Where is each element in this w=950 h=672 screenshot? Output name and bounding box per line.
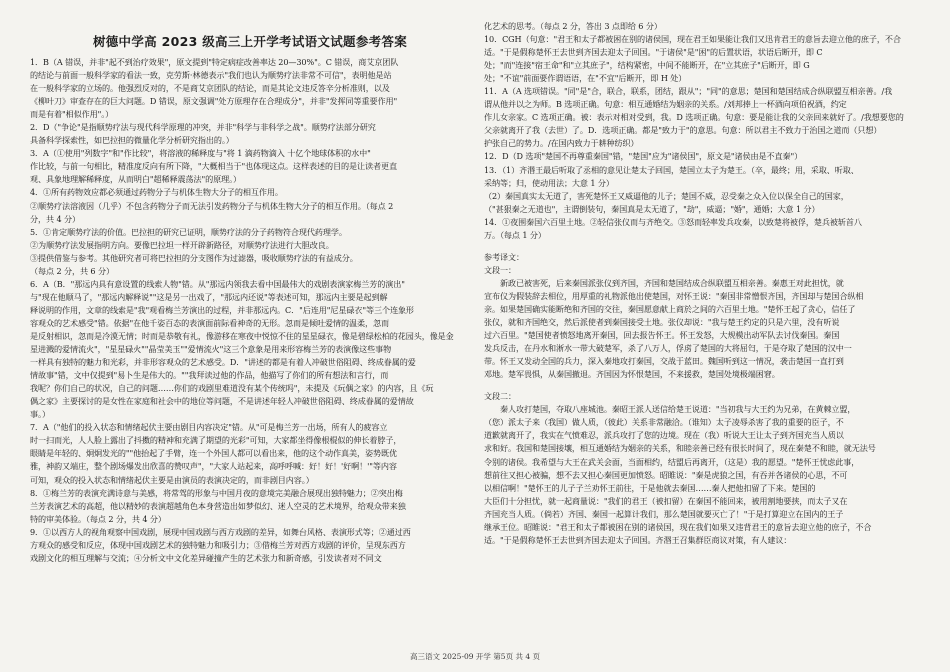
- text-line: 谓从他并以之为师。B 选项正确。句意：相互通婚结为姻亲的关系。/刘邦捧上一杯酒向项伯祝酒，约定: [484, 99, 847, 110]
- text-line: 亲。如果楚国确实能断绝和齐国的交往，秦国愿意献上商於之间的六百里土地。"楚怀王起了贪心，信任了: [484, 303, 856, 314]
- text-line: 星进溅的爱情流火"，"星星碌火""晶莹美玉""爱情流火"这三个意象是用来形容梅兰芳的表演像这些事物: [30, 344, 392, 355]
- text-line: 具备科学探索性，如巴拉担的微量化学分析研究指出的。）: [30, 135, 234, 146]
- text-line: （2）秦国真实太无道了，害死楚怀王又威逼他的儿子；楚国不威，忍受秦之众入位以保全自己的国家，: [484, 190, 849, 201]
- text-line: 道歉就离开了，我实在气愤难忍，派兵攻打了您的边境。现在（我）听说大王让太子到齐国充当人质以: [484, 430, 844, 441]
- text-line: 参考译文：: [484, 251, 524, 262]
- text-line: 的结论与前面一般科学家的看法一致，克劳斯·林德表示"我们也认为顺势疗法非常不可信"，表明他是站: [30, 70, 392, 81]
- text-line: 6．A（B．"那远内具有意设置的线索人物"错。从"那远内领我去看中国最伟大的戏剧表演家梅兰芳的演出": [30, 278, 405, 289]
- text-line: 偶之家》主要探讨的是女性在家庭和社会中的地位等问题，不是讲述年轻人冲破世俗阻碍、终成眷属的爱情故: [30, 396, 414, 407]
- text-line: （"甚狠秦之无道也"，主谓倒装句，秦国真是太无道了，"劫"，威逼；"婚"，通婚；大意 1 分）: [484, 203, 820, 214]
- text-line: 宣布仪为假装辞去相位，用厚重的礼物派他出使楚国，对怀王说："秦国非常憎恨齐国，齐国却与楚国合纵相: [484, 290, 864, 301]
- text-line: ②为顺势疗法发展指明方向。要像巴拉坦一样开辟新路径，对顺势疗法进行大胆改良。: [30, 239, 334, 250]
- text-line: 3．A（①使用"列数字"和"作比较"，将溶液的稀释度与"将 1 滴药物滴入 十亿个地球体积的水中": [30, 148, 371, 159]
- text-line: 1．B（A 错误，并非"起不到治疗效果"，原文提到"特定病症改善率达 20—30%"。C 错误，商艾京团队: [30, 57, 399, 67]
- left-column: [30, 20, 470, 565]
- text-line: 大臣们十分担忧，就一起商量说："我们的君王（被扣留）在秦国不能回来，被用割地要挟，而太子又在: [484, 495, 848, 506]
- text-line: 过六百里。"楚国使者愤怒地离开秦国，回去报告怀王。怀王发怒，大规模出动军队去讨伐秦国。秦国: [484, 330, 840, 341]
- text-line: 作儿女亲家。C 选项正确。被：表示对相对受到，我。D 选项正确。句意：要是能让我的父亲回来就好了。/我想要您的: [484, 112, 904, 123]
- text-line: 发兵反击，在丹水和淅水一带大破楚军，杀了八万人，俘虏了楚国的大将屈匄，于是夺取了楚国的汉中一: [484, 343, 852, 354]
- text-line: 容观众的艺术感受"错。依据"在他千姿百态的表演面前际看神奇的无形。忽而是倾吐爱情的温柔，忽而: [30, 317, 389, 328]
- text-line: 邓地。楚军畏惧，从秦国撤退。齐国因为怀恨楚国，不来援救，楚国处境极端困窘。: [484, 369, 780, 380]
- page-title: 树德中学高 2023 级高三上开学考试语文试题参考答案: [92, 34, 408, 49]
- text-line: 带。怀王又发动全国的兵力，深入秦地攻打秦国，交战于蓝田。魏国听到这一情况，袭击楚国一直打到: [484, 356, 844, 367]
- text-line: 12．D（D 选项"楚国不再尊重秦国"错，"楚国"应为"诸侯国"，原文是"诸侯由是不直秦"）: [484, 151, 803, 162]
- text-line: 观、具象地理解稀释度，从而明白"超稀释震荡法"的原理。）: [30, 174, 242, 185]
- text-line: 情故事"错，文中仅提到"易卜生是伟大的。""我拜读过他的作品，他描写了你们的所有想法和言行，而: [30, 370, 389, 381]
- text-line: 在一般科学家的立场的。他强烈反对的，不是商艾京团队的结论，而是其论文违反答辛分析准则，以及: [30, 83, 390, 94]
- text-line: 万。（每点 1 分）: [484, 229, 546, 240]
- text-line: 可知，观众的投入状态和情绪起伏主要是由演员的表演决定的，而非剧目内容。）: [30, 474, 314, 485]
- text-line: 特的审美体验。（每点 2 分，共 4 分）: [30, 513, 166, 524]
- text-line: 处；"而"连接"宿王命"和"立其庶子"，结构紧密，中间不能断开，在"立其庶子"后断开，即 G: [484, 60, 810, 71]
- text-line: [484, 381, 924, 390]
- right-column: [484, 20, 924, 547]
- text-line: 处；"不谊"前面要作谓语语，在"不宜"后断开，即 H 处）: [484, 73, 687, 84]
- text-line: 9．①以西方人的视角观察中国戏剧，展现中国戏剧与西方戏剧的差异，如舞台风格、表演形式等；②通过西: [30, 526, 411, 537]
- text-line: 方观众的感受和反应，体现中国戏剧艺术的独特魅力和吸引力；③借梅兰芳对西方戏剧的评价，呈现东西方: [30, 539, 406, 550]
- text-line: （每点 2 分，共 6 分）: [30, 265, 114, 276]
- text-line: 采纳等；归，使动用法；大意 1 分）: [484, 177, 614, 188]
- text-line: 而是有着"相似作用"。）: [30, 109, 114, 120]
- text-line: 我呢？你们自己的状况，自己的问题……你们的戏剧里难道没有某个传统吗"，未提及《玩偶之家》的内容，且《玩: [30, 383, 434, 394]
- text-line: 一样具有独特的魅力和光彩，并非形容观众的艺术感受。D．"讲述的都是有着人冲破世俗阻碍、终成眷属的爱: [30, 357, 416, 368]
- text-line: 11．A（A 选项错误。"同"是"合，联合，联系，团结，跟从"；"同"的意思；楚国和楚国结成合纵联盟互相亲善。/我: [484, 86, 893, 97]
- text-line: 8．①梅兰芳的表演充满诗意与美感，将常驾的形象与中国月夜的意境完美融合展现出独特魅力；②突出梅: [30, 487, 403, 498]
- text-line: 7．A（"他们的投入状态和情绪起伏主要由剧目内容决定"错。从"可是梅兰芳一出场，所有人的疲容立: [30, 422, 388, 433]
- text-line: 释说明的作用，文章的线索是"我"观看梅兰芳演出的过程，并非那远内。C．"后连用"尼星碌衣"等三个连象形: [30, 304, 414, 315]
- text-line: 作比较，与前一句相比，精准度反向有所下降，"大概相当于"也体现这点。这样表述的目的是让读者更直: [30, 161, 397, 172]
- text-line: 新政已被害死，后来秦国派张仪到齐国，齐国和楚国结成合纵联盟互相亲善。秦惠王对此担忧，就: [484, 277, 844, 288]
- text-line: 是反射相识，忽而是冷漠无情；时而是恭敬有礼，像游移在寒夜中悦惊不住的星星碌衣，像是碧绿松柏的花园头，像是金: [30, 330, 454, 341]
- text-line: 眼睛是年轻的、炯炯发光的""他抬起了手臂，连一个外国人都可以看出来，他的这个动作真美，姿势既优: [30, 448, 397, 459]
- text-line: 适。"于是假称楚怀王去世到齐国去迎太子回国。"于诸侯"是"困"的后置状语，状语后断开，即 C: [484, 47, 823, 58]
- text-line: 分，共 4 分）: [30, 213, 80, 224]
- text-line: 张仪，就和齐国绝交，然后派使者到秦国接受土地。张仪却说："我与楚王约定的只是六里，没有听说: [484, 317, 840, 328]
- text-line: 5．①肯定顺势疗法的价值。巴拉担的研究已证明，顺势疗法的分子药物符合现代药理学。: [30, 226, 347, 237]
- text-line: ②顺势疗法溶液因（几乎）不包含药物分子而无法引发药物分子与机体生物大分子的相互作用。（每点 2: [30, 200, 394, 211]
- text-line: 13．（1）齐湣王最后听取了丞相的意见让楚太子回国，楚国立太子为楚王。（卒，最终；用，采取、听取、: [484, 164, 859, 175]
- text-line: 雅，神韵又端庄，整个剧场爆发出欣喜的赞叹声"，"大家人站起来，高呼呼喊：好！好！'好啊！'"等内容: [30, 461, 397, 472]
- text-line: 2．D（"争论"是指顺势疗法与现代科学原理的冲突，并非"科学与非科学之战"。顺势疗法部分研究: [30, 122, 376, 133]
- text-line: 10．CGH（句意："君王和太子都被困在别的诸侯国，现在君王如果能让我们又迅肯君王的意旨去迎立他的庶子，不合: [484, 34, 901, 45]
- text-line: 文段二：: [484, 391, 516, 402]
- text-line: 4．①所有药物效应都必须通过药物分子与机体生物大分子的相互作用。: [30, 187, 283, 198]
- text-line: 与"现在他顺马了，"那远内解释说""这是另一出戏了，"那远内还说"等表述可知，那远内主要是起到解: [30, 291, 388, 302]
- text-line: 戏剧文化的相互理解与交流；④分析文中文化差异碰撞产生的艺术张力和新奇感，引发读者对不同文: [30, 552, 382, 563]
- text-line: （您）派太子来（我国）做人质，（彼此）关系非常融洽。（谁知）太子凌辱杀害了我的重要的臣子，不: [484, 417, 844, 428]
- text-line: 求和好。我国和楚国接壤，相互通婚结为姻亲的关系，和睦亲善已经有很长时间了，现在秦楚不和睦，就无法号: [484, 443, 876, 454]
- text-line: 秦人攻打楚国，夺取八座城池。秦昭王派人送信给楚王说道："当初我与大王约为兄弟，在黄棘立盟，: [484, 404, 856, 415]
- text-line: 事。）: [30, 409, 50, 420]
- text-line: 化艺术的思考。（每点 2 分，答出 3 点即给 6 分）: [484, 21, 662, 31]
- text-line: 以相信啊！"楚怀王的儿子子兰劝怀王前往，于是他就去秦国……秦人把他扣留了下来。楚国的: [484, 482, 816, 493]
- text-line: 时一扫而光，人人脸上露出了抖擞的精神和充满了期望的光彩"可知，大家都坐得像根棍似的伸长着脖子，: [30, 435, 402, 446]
- text-line: [484, 242, 924, 251]
- text-line: 14．①夜围秦国六百里土地。②轻信张仪而与齐绝交。③怒而轻率发兵攻秦，以致楚将被俘，楚兵被斩首八: [484, 216, 862, 227]
- text-line: 父亲就离开了我（去世）了。D．选项正确。都是"致力于"的意思。句意：所以君主不致力于治国之道而（只想）: [484, 125, 882, 136]
- text-line: 护张自己的势力。/在国内致力于耕种纺织）: [484, 138, 639, 149]
- text-line: 适。"于是假称楚怀王去世到齐国去迎太子回国。齐湣王召集群臣商议对策，有人建议：: [484, 534, 792, 545]
- text-line: 文段一：: [484, 264, 516, 275]
- text-line: 令别的诸侯。我希望与大王在武关会面，当面相约，结盟后再离开，（这是）我的愿望。"楚怀王忧虑此事，: [484, 456, 860, 467]
- text-line: 想前往又担心被骗，想不去又担心秦国更加愤怒。昭睢说："秦是虎狼之国，有吞并各诸侯的心思，不可: [484, 469, 848, 480]
- text-line: ③提供借鉴与参考。其他研究者可将巴拉担的分支图作为过滤器，吸收顺势疗法的有益成分。: [30, 252, 358, 263]
- page-footer: 高三语文 2025-09 开学 第5页 共 4 页: [409, 652, 540, 661]
- text-line: 《柳叶刀》审查存在的巨大问题。D 错误，原文强调"处方原理存在合理成分"，并非"发挥同等重要作用": [30, 96, 398, 107]
- text-line: 齐国充当人质。（倘若）齐国、秦国一起算计我们，那么楚国就要灭亡了！"于是打算迎立在国内的王子: [484, 508, 844, 519]
- text-line: 兰芳表演艺术的高超，他以精妙的表演超越角色本身营造出如梦似幻、迷人空灵的艺术境界，给观众带来独: [30, 500, 406, 511]
- text-line: 继承王位。昭睢说："君王和太子都被困在别的诸侯国，现在我们如果又违背君王的意旨去迎立他的庶子，不合: [484, 521, 872, 532]
